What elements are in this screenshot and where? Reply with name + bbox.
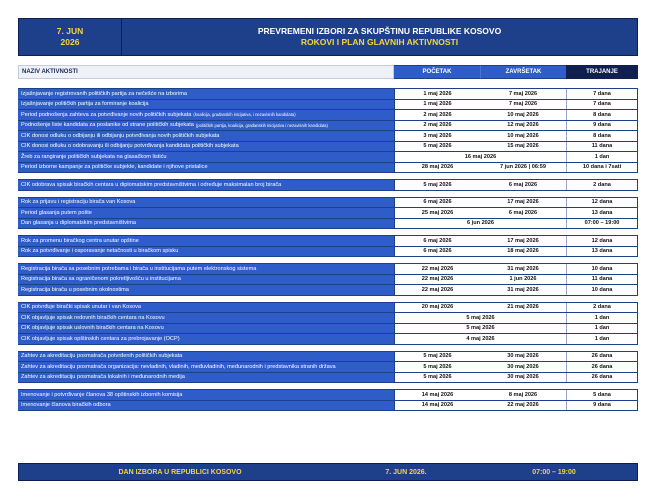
activity-name <box>18 303 394 313</box>
row-group <box>18 302 638 345</box>
table-row <box>18 100 638 111</box>
activity-name-text: Imenovanje i potvrđivanje članova 38 opštinskih izbornih komisija <box>21 391 183 398</box>
activity-name-text: Dan glasanja u diplomatskim predstavništvima <box>21 220 137 227</box>
activity-name-text: Period podnošenja zahteva za potvrđivanje novih političkih subjekata <box>21 111 192 118</box>
row-group <box>18 351 638 384</box>
activity-duration: 26 dana <box>566 373 638 383</box>
table-row <box>18 313 638 324</box>
activity-duration: 11 dana <box>566 275 638 285</box>
activity-start: 22 maj 2026 <box>394 275 480 285</box>
activity-name-text: Period glasanja putem pošte <box>21 209 92 216</box>
activity-duration: 11 dana <box>566 142 638 152</box>
activity-start: 5 maj 2026 <box>394 180 480 190</box>
table-row <box>18 89 638 100</box>
activity-start: 6 maj 2026 <box>394 198 480 208</box>
column-header-duration: TRAJANJE <box>566 65 638 79</box>
table-row <box>18 334 638 345</box>
activity-name-text: Izjašnjavanje registrovanih političkih partija za nečešće na izborima <box>21 90 188 97</box>
activity-end: 10 maj 2026 <box>480 131 566 141</box>
activity-start: 5 maj 2026 <box>394 142 480 152</box>
activity-duration: 13 dana <box>566 247 638 257</box>
activity-start: 14 maj 2026 <box>394 401 480 411</box>
activity-name-text: Izjašnjavanje političkih partija za formiranje koalicija <box>21 101 149 108</box>
activity-name <box>18 163 394 173</box>
activity-name <box>18 219 394 229</box>
election-day-date: 7. JUN 2026. <box>385 468 427 476</box>
table-row <box>18 275 638 286</box>
table-row <box>18 401 638 412</box>
activity-end: 8 maj 2026 <box>480 390 566 400</box>
activity-duration: 10 dana <box>566 264 638 274</box>
election-date-year: 2026 <box>60 37 80 47</box>
table-row <box>18 219 638 230</box>
election-day-time: 07:00 – 19:00 <box>532 468 576 476</box>
activity-start: 2 maj 2026 <box>394 121 480 131</box>
activity-name <box>18 264 394 274</box>
activity-name <box>18 373 394 383</box>
activity-end: 15 maj 2026 <box>480 142 566 152</box>
activity-name <box>18 131 394 141</box>
table-row <box>18 324 638 335</box>
activity-duration: 7 dana <box>566 89 638 99</box>
activity-duration: 12 dana <box>566 236 638 246</box>
activity-duration: 07:00 – 19:00 <box>566 219 638 229</box>
table-row <box>18 142 638 153</box>
activity-duration: 1 dan <box>566 324 638 334</box>
page-title: PREVREMENI IZBORI ZA SKUPŠTINU REPUBLIKE KOSOVO <box>257 26 502 36</box>
activity-duration: 2 dana <box>566 303 638 313</box>
title-box <box>122 18 638 56</box>
activity-duration: 8 dana <box>566 110 638 120</box>
activity-name <box>18 352 394 362</box>
activity-end: 30 maj 2026 <box>480 352 566 362</box>
activity-name-text: CIK donosi odluku o odobravanju ili odbijanju potvrđivanja kandidata političkih subjekata <box>21 143 239 150</box>
activity-name <box>18 334 394 344</box>
activity-name <box>18 362 394 372</box>
table-row <box>18 264 638 275</box>
activity-duration: 12 dana <box>566 198 638 208</box>
activity-name <box>18 208 394 218</box>
table-row <box>18 373 638 384</box>
activity-duration: 7 dana <box>566 100 638 110</box>
activity-duration: 1 dan <box>566 152 638 162</box>
table-header <box>18 65 638 79</box>
activity-end: 21 maj 2026 <box>480 303 566 313</box>
activity-duration: 1 dan <box>566 334 638 344</box>
activity-duration: 9 dana <box>566 121 638 131</box>
activity-name-text: Rok za potvrđivanje i osporavanje netačnosti u biračkom spisku <box>21 248 179 255</box>
activity-start: 14 maj 2026 <box>394 390 480 400</box>
activity-duration: 2 dana <box>566 180 638 190</box>
row-group <box>18 235 638 257</box>
table-row <box>18 208 638 219</box>
activity-end: 31 maj 2026 <box>480 285 566 295</box>
row-group <box>18 88 638 173</box>
activity-start: 3 maj 2026 <box>394 131 480 141</box>
activity-name <box>18 324 394 334</box>
row-group <box>18 179 638 191</box>
activity-duration: 1 dan <box>566 313 638 323</box>
table-row <box>18 285 638 296</box>
column-header-name: NAZIV AKTIVNOSTI <box>18 65 394 79</box>
activity-duration: 8 dana <box>566 131 638 141</box>
activity-duration: 5 dana <box>566 390 638 400</box>
table-row <box>18 198 638 209</box>
activity-start: 2 maj 2026 <box>394 110 480 120</box>
activity-start: 1 maj 2026 <box>394 100 480 110</box>
activity-name <box>18 180 394 190</box>
activity-name-note: (koalicija, građanskih inicijativa, i nezavisnih kandidata) <box>193 112 296 118</box>
activity-name-text: Imenovanje članova biračkih odbora <box>21 402 111 409</box>
column-header-end: ZAVRŠETAK <box>480 65 566 79</box>
activity-end: 31 maj 2026 <box>480 264 566 274</box>
activity-end: 18 maj 2026 <box>480 247 566 257</box>
activity-start: 20 maj 2026 <box>394 303 480 313</box>
activity-name <box>18 100 394 110</box>
activity-duration: 10 dana <box>566 285 638 295</box>
table-row <box>18 110 638 121</box>
activity-end: 12 maj 2026 <box>480 121 566 131</box>
activity-name-text: CIK donosi odluku o odbijanju ili odbijanju potvrđivanja novih političkih subjekata <box>21 132 220 139</box>
schedule-table <box>18 88 638 417</box>
activity-name <box>18 247 394 257</box>
activity-start: 5 maj 2026 <box>394 362 480 372</box>
activity-start: 1 maj 2026 <box>394 89 480 99</box>
activity-duration: 13 dana <box>566 208 638 218</box>
activity-name <box>18 236 394 246</box>
activity-name-text: Rok za promenu biračkog centra unutar opštine <box>21 237 139 244</box>
activity-start: 22 maj 2026 <box>394 264 480 274</box>
activity-name <box>18 390 394 400</box>
table-row <box>18 152 638 163</box>
row-group <box>18 197 638 230</box>
table-row <box>18 163 638 174</box>
activity-start: 5 maj 2026 <box>394 352 480 362</box>
activity-end: 22 maj 2026 <box>480 401 566 411</box>
activity-name-text: Žreb za rangiranje političkih subjekata na glasačkom listiću <box>21 153 167 160</box>
activity-name <box>18 285 394 295</box>
activity-name-text: Zahtev za akreditaciju posmatrača lokalnih i međunarodnih medija <box>21 374 185 381</box>
activity-name <box>18 142 394 152</box>
activity-single-date: 4 maj 2026 <box>394 334 566 344</box>
activity-end: 6 maj 2026 <box>480 180 566 190</box>
activity-name-text: CIK objavljuje spisak redovnih biračkih centara na Kosovu <box>21 314 165 321</box>
column-header-start: POČETAK <box>394 65 480 79</box>
activity-name-text: Rok za prijavu i registraciju birača van Kosova <box>21 199 136 206</box>
activity-start: 25 maj 2026 <box>394 208 480 218</box>
table-row <box>18 247 638 258</box>
activity-end: 7 maj 2026 <box>480 89 566 99</box>
activity-single-date: 16 maj 2026 <box>394 152 566 162</box>
activity-name <box>18 275 394 285</box>
activity-start: 6 maj 2026 <box>394 247 480 257</box>
activity-name-note: (političkih partija, koalicija, građanskih inicijativa i nezavisnih kandidata) <box>195 122 328 128</box>
activity-name-text: Period izborne kampanje za političke subjekte, kandidate i njihove pristalice <box>21 164 208 171</box>
activity-start: 22 maj 2026 <box>394 285 480 295</box>
activity-duration: 9 dana <box>566 401 638 411</box>
election-day-label: DAN IZBORA U REPUBLICI KOSOVO <box>118 468 242 476</box>
row-group <box>18 263 638 296</box>
activity-name <box>18 121 394 131</box>
table-row <box>18 362 638 373</box>
activity-name-text: Registracija birača sa ograničenom pokretljivošću u institucijama <box>21 276 181 283</box>
activity-end: 30 maj 2026 <box>480 373 566 383</box>
activity-name-text: CIK objavljuje spisak uslovnih biračkih centara na Kosovu <box>21 325 164 332</box>
activity-end: 30 maj 2026 <box>480 362 566 372</box>
activity-name <box>18 110 394 120</box>
activity-start: 6 maj 2026 <box>394 236 480 246</box>
activity-name-text: Zahtev za akreditaciju posmatrača organizacija: nevladinih, vladinih, međuvladinih, međunarodnih i predstavnika stranih država <box>21 363 336 370</box>
activity-start: 5 maj 2026 <box>394 373 480 383</box>
activity-duration: 26 dana <box>566 352 638 362</box>
table-row <box>18 352 638 363</box>
activity-name-text: Registracija birača sa posebnim potrebama i birača u institucijama putem elektronskog sistema <box>21 265 257 272</box>
activity-end: 6 maj 2026 <box>480 208 566 218</box>
activity-name-text: CIK objavljuje spisak opštinskih centara za prebrojavanje (OCP) <box>21 335 180 342</box>
activity-name-text: Registracija birača u posebnim okolnostima <box>21 286 129 293</box>
row-group <box>18 389 638 411</box>
activity-end: 7 maj 2026 <box>480 100 566 110</box>
table-row <box>18 390 638 401</box>
activity-name-text: Zahtev za akreditaciju posmatrača potvrđenih političkih subjekata <box>21 353 183 360</box>
activity-name <box>18 313 394 323</box>
page-subtitle: ROKOVI I PLAN GLAVNIH AKTIVNOSTI <box>300 37 459 47</box>
table-row <box>18 236 638 247</box>
election-day-banner <box>18 463 638 481</box>
table-row <box>18 303 638 314</box>
activity-end: 17 maj 2026 <box>480 198 566 208</box>
activity-start: 28 maj 2026 <box>394 163 480 173</box>
activity-end: 17 maj 2026 <box>480 236 566 246</box>
election-date-box <box>18 18 122 56</box>
activity-end: 7 jun 2026 | 06:59 <box>480 163 566 173</box>
activity-name-text: CIK odobrava spisak biračkih centara u diplomatskim predstavništvima i određuje maksimalan broj birača <box>21 181 282 188</box>
activity-end: 10 maj 2026 <box>480 110 566 120</box>
activity-duration: 10 dana i 7sati <box>566 163 638 173</box>
activity-name <box>18 198 394 208</box>
table-row <box>18 180 638 191</box>
election-date-day: 7. JUN <box>56 26 84 36</box>
activity-end: 1 jun 2026 <box>480 275 566 285</box>
activity-single-date: 5 maj 2026 <box>394 324 566 334</box>
table-row <box>18 131 638 142</box>
activity-name <box>18 152 394 162</box>
activity-name <box>18 89 394 99</box>
activity-single-date: 6 jun 2026 <box>394 219 566 229</box>
activity-name-text: Podnošenje liste kandidata za poslanike od strane političkih subjekata <box>21 122 194 129</box>
activity-name-text: CIK potvrđuje birački spisak unutar i van Kosova <box>21 304 142 311</box>
activity-name <box>18 401 394 411</box>
page-header <box>18 18 638 56</box>
activity-single-date: 5 maj 2026 <box>394 313 566 323</box>
activity-duration: 26 dana <box>566 362 638 372</box>
table-row <box>18 121 638 132</box>
